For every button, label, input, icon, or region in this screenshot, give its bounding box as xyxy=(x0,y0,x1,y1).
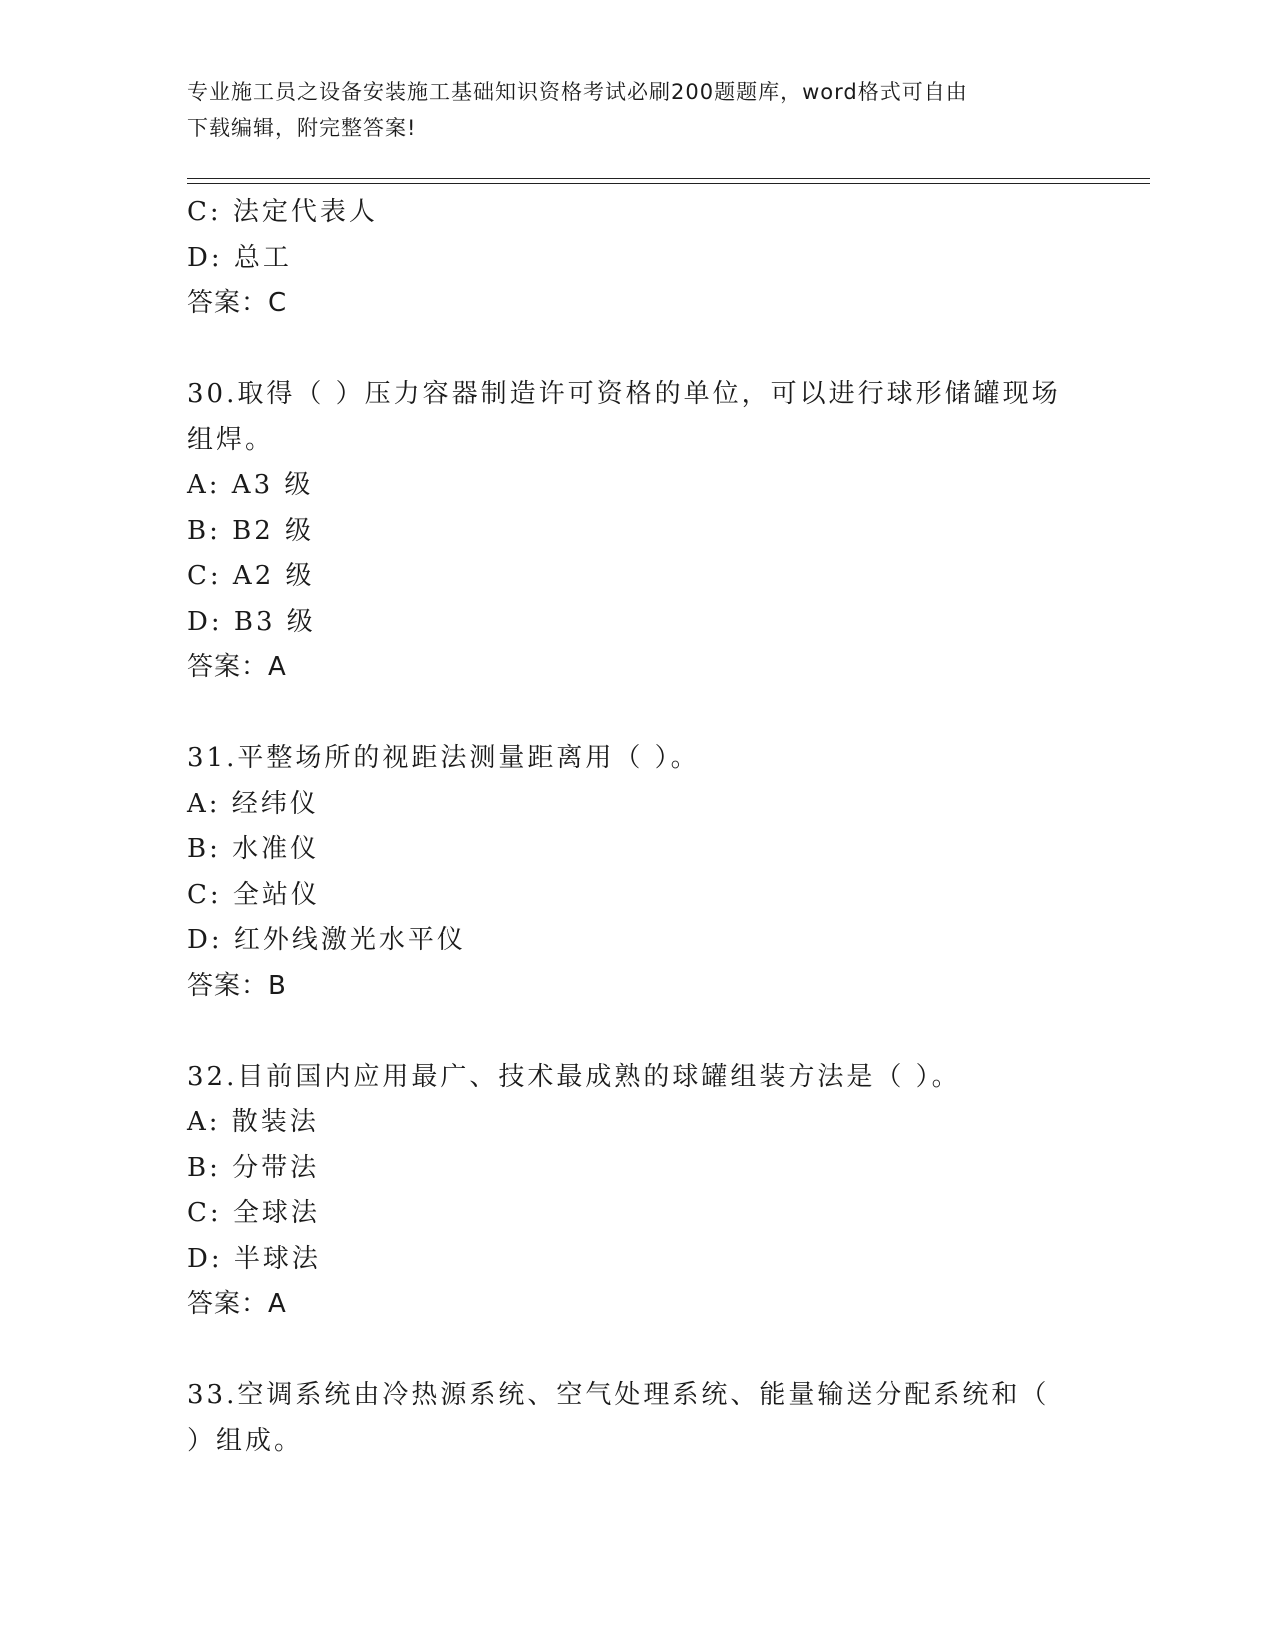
question-stem: 32.目前国内应用最广、技术最成熟的球罐组装方法是（ ）。 xyxy=(187,1061,961,1092)
option-d: D: 总工 xyxy=(187,242,292,273)
option-c: C: 法定代表人 xyxy=(187,197,378,227)
option-d: D: 半球法 xyxy=(187,1243,321,1274)
option-a: A: 散装法 xyxy=(187,1107,319,1137)
answer-label: 答案：A xyxy=(187,652,287,682)
question-stem-continued: 组焊。 xyxy=(187,424,275,455)
answer-label: 答案：C xyxy=(187,288,288,318)
option-b: B: 分带法 xyxy=(187,1152,320,1183)
option-c: C: A2 级 xyxy=(187,561,315,591)
question-30 xyxy=(187,372,1067,691)
question-stem: 30.取得（ ）压力容器制造许可资格的单位，可以进行球形储罐现场 xyxy=(187,379,1061,409)
spacer xyxy=(187,691,1067,737)
question-stem: 31.平整场所的视距法测量距离用（ ）。 xyxy=(187,743,700,773)
header-divider-top xyxy=(187,178,1150,179)
option-b: B: 水准仪 xyxy=(187,834,320,864)
header-line-1: 专业施工员之设备安装施工基础知识资格考试必刷200题题库，word格式可自由 xyxy=(187,80,968,104)
option-d: D: 红外线激光水平仪 xyxy=(187,925,466,955)
question-32 xyxy=(187,1055,1067,1328)
option-a: A: 经纬仪 xyxy=(187,788,319,819)
question-list xyxy=(187,190,1067,1464)
answer-label: 答案：A xyxy=(187,1289,287,1319)
option-a: A: A3 级 xyxy=(187,470,314,500)
option-b: B: B2 级 xyxy=(187,515,315,546)
option-d: D: B3 级 xyxy=(187,606,316,637)
spacer xyxy=(187,1328,1067,1374)
spacer xyxy=(187,1009,1067,1055)
option-c: C: 全球法 xyxy=(187,1198,320,1228)
question-stem: 33.空调系统由冷热源系统、空气处理系统、能量输送分配系统和（ xyxy=(187,1380,1050,1410)
answer-label: 答案：B xyxy=(187,970,287,1001)
question-29-tail xyxy=(187,190,1067,327)
option-c: C: 全站仪 xyxy=(187,879,320,910)
question-33 xyxy=(187,1373,1067,1464)
header-line-2: 下载编辑，附完整答案! xyxy=(187,116,417,140)
spacer xyxy=(187,327,1067,373)
header-divider-bottom xyxy=(187,183,1150,184)
question-31 xyxy=(187,736,1067,1009)
question-stem-continued: ）组成。 xyxy=(187,1425,304,1456)
document-header xyxy=(187,74,1067,146)
